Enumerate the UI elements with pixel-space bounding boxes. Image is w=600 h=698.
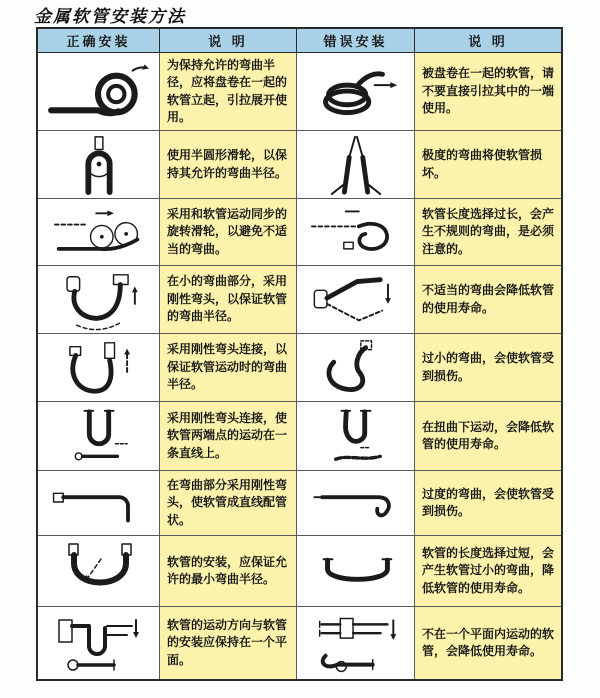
wrong-description: 过度的弯曲，会使软管受到损伤。 <box>415 471 561 536</box>
wrong-description: 极度的弯曲将使软管损坏。 <box>415 131 561 199</box>
wrong-illustration-row6 <box>297 402 415 471</box>
wrong-description: 过小的弯曲，会使软管受到损伤。 <box>415 334 561 402</box>
irregular-loop-icon <box>302 202 410 262</box>
header-description-right: 说 明 <box>415 29 561 53</box>
table-row <box>38 402 561 471</box>
correct-description: 为保持允许的弯曲半径，应将盘卷在一起的软管立起，引拉展开使用。 <box>160 53 297 131</box>
wrong-illustration-row8 <box>297 536 415 607</box>
u-hose-inline-motion-icon <box>43 405 155 467</box>
out-of-plane-hose-icon <box>302 610 410 676</box>
correct-illustration-row9 <box>38 607 160 679</box>
wrong-illustration-row5 <box>297 334 415 402</box>
correct-illustration-row8 <box>38 536 160 607</box>
wrong-illustration-row4 <box>297 266 415 334</box>
correct-description: 采用刚性弯头连接，以保证软管运动时的弯曲半径。 <box>160 334 297 402</box>
wrong-description: 软管的长度选择过短，会产生软管过小的弯曲，降低软管的使用寿命。 <box>415 536 561 607</box>
table-row <box>38 199 561 266</box>
correct-description: 采用和软管运动同步的旋转滑轮，以避免不适当的弯曲。 <box>160 199 297 266</box>
wrong-illustration-row2 <box>297 131 415 199</box>
straight-hose-elbow-icon <box>43 474 155 532</box>
twisted-u-hose-icon <box>302 405 410 467</box>
correct-illustration-row4 <box>38 266 160 334</box>
page-title: 金属软管安装方法 <box>34 7 186 27</box>
correct-illustration-row6 <box>38 402 160 471</box>
kinked-hose-icon <box>302 134 410 196</box>
table-row <box>38 131 561 199</box>
wrong-description: 不在一个平面内运动的软管，会降低使用寿命。 <box>415 607 561 679</box>
correct-illustration-row2 <box>38 131 160 199</box>
correct-description: 在小的弯曲部分，采用刚性弯头，以保证软管的弯曲半径。 <box>160 266 297 334</box>
table-header-row <box>38 29 561 53</box>
wrong-illustration-row9 <box>297 607 415 679</box>
wrong-illustration-row3 <box>297 199 415 266</box>
correct-illustration-row3 <box>38 199 160 266</box>
table-row <box>38 266 561 334</box>
minimum-bend-radius-icon <box>43 539 155 603</box>
too-short-hose-icon <box>302 539 410 603</box>
correct-illustration-row1 <box>38 53 160 131</box>
wrong-description: 在扭曲下运动，会降低软管的使用寿命。 <box>415 402 561 471</box>
wrong-illustration-row1 <box>297 53 415 131</box>
coiled-hose-pulled-icon <box>302 57 410 127</box>
hose-in-one-plane-icon <box>43 610 155 676</box>
over-bent-hose-icon <box>302 474 410 532</box>
correct-description: 软管的安装，应保证允许的最小弯曲半径。 <box>160 536 297 607</box>
table-row <box>38 607 561 679</box>
wrong-description: 不适当的弯曲会降低软管的使用寿命。 <box>415 266 561 334</box>
too-small-bend-icon <box>302 337 410 399</box>
table-row <box>38 471 561 536</box>
installation-table <box>36 27 563 681</box>
table-row <box>38 536 561 607</box>
wrong-description: 被盘卷在一起的软管，请不要直接引拉其中的一端使用。 <box>415 53 561 131</box>
rotating-pulleys-icon <box>43 202 155 262</box>
correct-description: 软管的运动方向与软管的安装应保持在一个平面。 <box>160 607 297 679</box>
table-row <box>38 334 561 402</box>
table-row <box>38 53 561 131</box>
correct-description: 使用半圆形滑轮，以保持其允许的弯曲半径。 <box>160 131 297 199</box>
correct-illustration-row7 <box>38 471 160 536</box>
header-correct-install: 正确安装 <box>38 29 160 53</box>
elbow-connection-u-icon <box>43 337 155 399</box>
rigid-elbow-u-icon <box>43 269 155 331</box>
sharp-bend-at-fitting-icon <box>302 269 410 331</box>
wrong-illustration-row7 <box>297 471 415 536</box>
coiled-hose-unrolled-icon <box>43 57 155 127</box>
correct-description: 在弯曲部分采用刚性弯头，使软管成直线配管状。 <box>160 471 297 536</box>
hose-over-pulley-icon <box>43 134 155 196</box>
correct-description: 采用刚性弯头连接，使软管两端点的运动在一条直线上。 <box>160 402 297 471</box>
correct-illustration-row5 <box>38 334 160 402</box>
wrong-description: 软管长度选择过长，会产生不规则的弯曲，是必须注意的。 <box>415 199 561 266</box>
header-wrong-install: 错误安装 <box>297 29 415 53</box>
header-description-left: 说 明 <box>160 29 297 53</box>
